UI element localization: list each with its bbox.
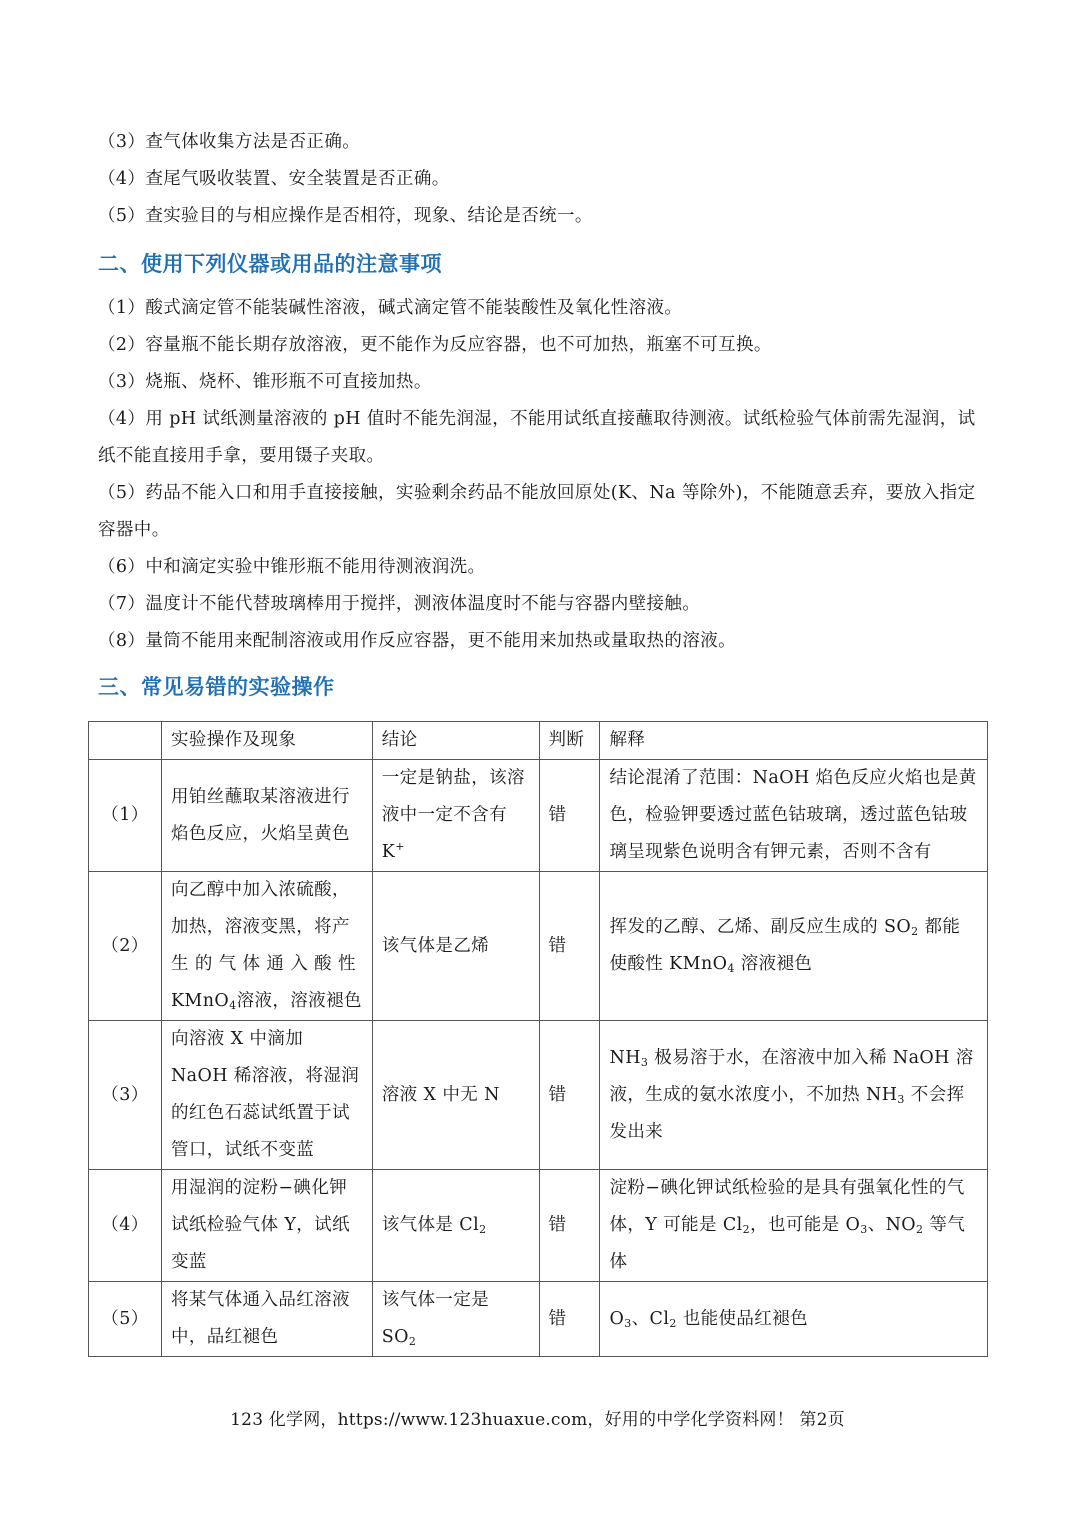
- section2-item-7: （7）温度计不能代替玻璃棒用于搅拌，测液体温度时不能与容器内壁接触。: [98, 594, 701, 614]
- section2-item-3: （3）烧瓶、烧杯、锥形瓶不可直接加热。: [98, 372, 432, 392]
- section3-title: 三、常见易错的实验操作: [98, 675, 335, 699]
- intro-line-4: （4）查尾气吸收装置、安全装置是否正确。: [98, 169, 450, 189]
- row-judgement: 错: [539, 1170, 600, 1282]
- row-explanation: 挥发的乙醇、乙烯、副反应生成的 $SO_2$ 都能使酸性 KMnO$_4$ 溶液褪色: [600, 872, 988, 1021]
- row-conclusion: 溶液 X 中无 N: [372, 1021, 539, 1170]
- row-judgement: 错: [539, 1282, 600, 1357]
- table-row: [89, 1021, 988, 1170]
- section2-item-5: （5）药品不能入口和用手直接接触，实验剩余药品不能放回原处(K、Na 等除外)，不能随意丢弃，要放入指定容器中。: [98, 483, 976, 540]
- row-explanation: $NH_3$ 极易溶于水，在溶液中加入稀 NaOH 溶液，生成的氨水浓度小，不加热 $NH_3$ 不会挥发出来: [600, 1021, 988, 1170]
- table-row: [89, 1170, 988, 1282]
- intro-line-5: （5）查实验目的与相应操作是否相符，现象、结论是否统一。: [98, 206, 593, 226]
- header-explanation: 解释: [600, 722, 988, 760]
- intro-line-3: （3）查气体收集方法是否正确。: [98, 132, 361, 152]
- header-judgement: 判断: [539, 722, 600, 760]
- row-index: （3）: [89, 1021, 162, 1170]
- table-row: [89, 872, 988, 1021]
- row-operation: 将某气体通入品红溶液中，品红褪色: [161, 1282, 372, 1357]
- row-index: （4）: [89, 1170, 162, 1282]
- row-explanation: $O_3$、$Cl_2$ 也能使品红褪色: [600, 1282, 988, 1357]
- row-index: （2）: [89, 872, 162, 1021]
- row-conclusion: 该气体是 $Cl_2$: [372, 1170, 539, 1282]
- section2-item-2: （2）容量瓶不能长期存放溶液，更不能作为反应容器，也不可加热，瓶塞不可互换。: [98, 335, 772, 355]
- header-operation: 实验操作及现象: [161, 722, 372, 760]
- header-index: [89, 722, 162, 760]
- row-judgement: 错: [539, 872, 600, 1021]
- row-operation: 用湿润的淀粉−碘化钾试纸检验气体 Y，试纸变蓝: [161, 1170, 372, 1282]
- row-judgement: 错: [539, 760, 600, 872]
- experiment-table: [88, 721, 988, 1357]
- row-operation: 向溶液 X 中滴加 NaOH 稀溶液，将湿润的红色石蕊试纸置于试管口，试纸不变蓝: [161, 1021, 372, 1170]
- table-header-row: [89, 722, 988, 760]
- row-explanation: 结论混淆了范围：NaOH 焰色反应火焰也是黄色，检验钾要透过蓝色钴玻璃，透过蓝色钴玻璃呈现紫色说明含有钾元素，否则不含有: [600, 760, 988, 872]
- section2-item-6: （6）中和滴定实验中锥形瓶不能用待测液润洗。: [98, 557, 486, 577]
- header-conclusion: 结论: [372, 722, 539, 760]
- row-conclusion: 该气体一定是 $SO_2$: [372, 1282, 539, 1357]
- row-operation: 向乙醇中加入浓硫酸，加热，溶液变黑，将产生 的 气 体 通 入 酸 性 KMnO$_4$溶液，溶液褪色: [161, 872, 372, 1021]
- section2-item-1: （1）酸式滴定管不能装碱性溶液，碱式滴定管不能装酸性及氧化性溶液。: [98, 298, 683, 318]
- row-conclusion: 该气体是乙烯: [372, 872, 539, 1021]
- row-index: （1）: [89, 760, 162, 872]
- section2-item-8: （8）量筒不能用来配制溶液或用作反应容器，更不能用来加热或量取热的溶液。: [98, 631, 737, 651]
- row-index: （5）: [89, 1282, 162, 1357]
- row-judgement: 错: [539, 1021, 600, 1170]
- page-footer: 123 化学网，https://www.123huaxue.com，好用的中学化学资料网！ 第2页: [230, 1410, 845, 1430]
- table-row: [89, 1282, 988, 1357]
- table-row: [89, 760, 988, 872]
- section2-title: 二、使用下列仪器或用品的注意事项: [98, 252, 442, 276]
- row-operation: 用铂丝蘸取某溶液进行焰色反应，火焰呈黄色: [161, 760, 372, 872]
- row-conclusion: 一定是钠盐，该溶液中一定不含有 K+: [372, 760, 539, 872]
- section2-item-4: （4）用 pH 试纸测量溶液的 pH 值时不能先润湿，不能用试纸直接蘸取待测液。试纸检验气体前需先湿润，试纸不能直接用手拿，要用镊子夹取。: [98, 409, 976, 466]
- row-explanation: 淀粉−碘化钾试纸检验的是具有强氧化性的气体，Y 可能是 $Cl_2$，也可能是 $O_3$、$NO_2$ 等气体: [600, 1170, 988, 1282]
